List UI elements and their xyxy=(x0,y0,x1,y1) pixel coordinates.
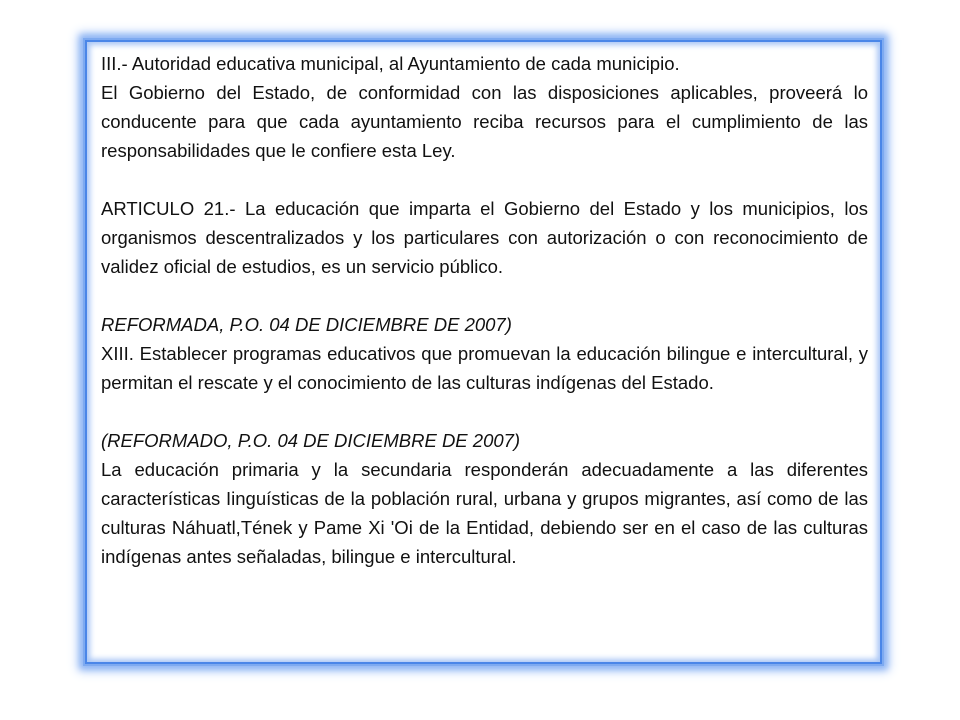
paragraph-gap xyxy=(101,165,868,194)
reform-note-reformado: (REFORMADO, P.O. 04 DE DICIEMBRE DE 2007) xyxy=(101,430,521,451)
paragraph-gap xyxy=(101,397,868,426)
paragraph-articulo-21: ARTICULO 21.- La educación que imparta el Gobierno del Estado y los municipios, los organismos descentralizados y los particulares con autorización o con reconocimiento de validez oficial de estudios, es un servicio público. xyxy=(101,198,868,277)
paragraph-autoridad-municipal: III.- Autoridad educativa municipal, al Ayuntamiento de cada municipio. xyxy=(101,53,680,74)
paragraph-gap xyxy=(101,281,868,310)
text-box xyxy=(85,40,882,664)
paragraph-gobierno-estado: El Gobierno del Estado, de conformidad con las disposiciones aplicables, proveerá lo conducente para que cada ayuntamiento reciba recursos para el cumplimiento de las responsabilidades que le confiere esta Ley. xyxy=(101,82,868,161)
paragraph-fraccion-xiii: XIII. Establecer programas educativos que promuevan la educación bilingue e intercultural, y permitan el rescate y el conocimiento de las culturas indígenas del Estado. xyxy=(101,343,868,393)
reform-note-reformada: REFORMADA, P.O. 04 DE DICIEMBRE DE 2007) xyxy=(101,314,512,335)
paragraph-educacion-primaria: La educación primaria y la secundaria responderán adecuadamente a las diferentes características Iinguísticas de la población rural, urbana y grupos migrantes, así como de las culturas Náhuatl,Tének y Pame Xi 'Oi de la Entidad, debiendo ser en el caso de las culturas indígenas antes señaladas, bilingue e intercultural. xyxy=(101,459,868,567)
